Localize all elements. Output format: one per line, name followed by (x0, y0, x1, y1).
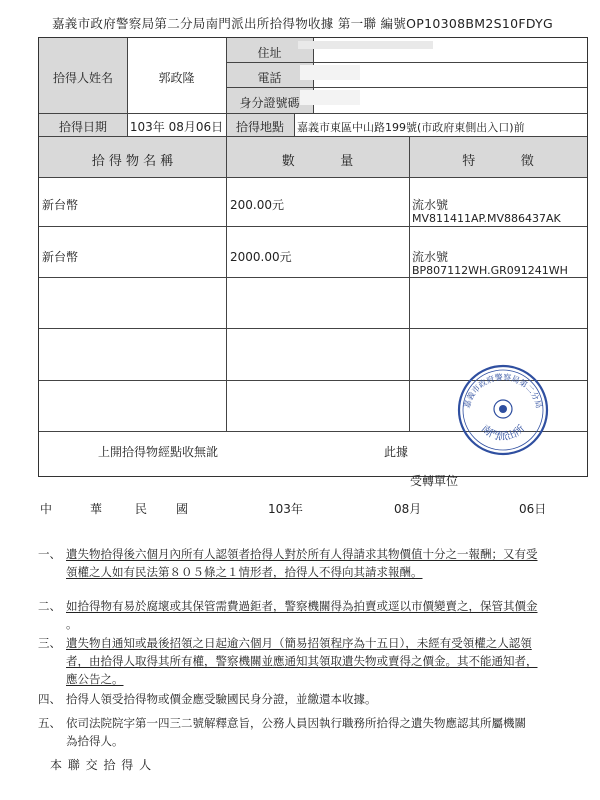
rule (39, 277, 587, 278)
rule (39, 328, 587, 329)
seal-text: 嘉義市政府警察局第二分局 (462, 372, 544, 410)
row-feature-serials: MV811411AP.MV886437AK (412, 212, 561, 225)
row-quantity: 2000.00元 (230, 250, 292, 264)
date-month: 08月 (394, 502, 422, 516)
rule (39, 177, 587, 178)
document-title: 嘉義市政府警察局第二分局南門派出所拾得物收據 第一聯 編號OP10308BM2S10FDYG (52, 16, 553, 31)
date-zhong: 中 (40, 502, 53, 516)
receipt-text: 此據 (384, 445, 409, 459)
note-number: 二、 (38, 599, 61, 613)
note-line: 者，由拾得人取得其所有權，警察機關並應通知其領取遺失物或賣得之價金。其不能通知者， (66, 654, 538, 668)
pickup-date-value: 103年 08月06日 (129, 120, 224, 134)
rule (39, 136, 587, 137)
note-3 (38, 634, 583, 690)
note-line: 應公告之。 (66, 672, 124, 686)
receipt-statement: 上開拾得物經點收無訛 (98, 445, 219, 459)
date-hua: 華 (90, 502, 103, 516)
note-line: 為拾得人。 (66, 734, 124, 748)
address-label: 住址 (257, 46, 282, 60)
id-number-label: 身分證號碼 (239, 96, 300, 110)
note-number: 五、 (38, 716, 61, 730)
finder-name-label: 拾得人姓名 (52, 71, 113, 85)
pickup-place-label: 拾得地點 (235, 120, 284, 134)
note-number: 四、 (38, 692, 61, 706)
pickup-place-value: 嘉義市東區中山路199號(市政府東側出入口)前 (297, 121, 525, 134)
note-1 (38, 545, 583, 585)
date-day: 06日 (519, 502, 547, 516)
note-number: 一、 (38, 547, 61, 561)
rule (409, 137, 410, 431)
note-line: 領權之人如有民法第８０５條之１情形者，拾得人不得向其請求報酬。 (66, 565, 423, 579)
finder-name-value: 郭政隆 (158, 71, 195, 85)
rule (39, 226, 587, 227)
row-item-name: 新台幣 (42, 250, 79, 264)
date-guo: 國 (176, 502, 189, 516)
phone-label: 電話 (257, 71, 282, 85)
header-feature: 特 徵 (462, 154, 534, 169)
note-line: 。 (66, 617, 78, 631)
svg-text:南門派出所 (479, 422, 527, 443)
pickup-date-label: 拾得日期 (58, 120, 107, 134)
note-5 (38, 714, 583, 750)
official-seal-icon (455, 362, 551, 458)
date-year: 103年 (268, 502, 303, 516)
row-feature-label: 流水號 (412, 198, 449, 212)
rule (226, 87, 587, 88)
note-4 (38, 690, 583, 708)
note-line: 遺失物拾得後六個月內所有人認領者拾得人對於所有人得請求其物價值十分之一報酬；又有受 (66, 547, 538, 561)
redacted-id (300, 90, 360, 105)
seal-bottom-text: 南門派出所 (478, 423, 528, 443)
note-line: 依司法院院字第一四三二號解釋意旨，公務人員因執行職務所拾得之遺失物應認其所屬機關 (66, 716, 526, 730)
header-quantity: 數 量 (281, 154, 354, 169)
redacted-address (298, 41, 433, 49)
note-2 (38, 597, 583, 633)
row-feature-label: 流水號 (412, 250, 449, 264)
row-feature-serials: BP807112WH.GR091241WH (412, 264, 568, 277)
rule (39, 113, 587, 114)
rule (226, 62, 587, 63)
rule (294, 114, 295, 136)
note-line: 拾得人領受拾得物或價金應受驗國民身分證，並繳還本收據。 (66, 692, 377, 706)
note-number: 三、 (38, 636, 61, 650)
note-line: 遺失物自通知或最後招領之日起逾六個月（簡易招領程序為十五日），未經有受領權之人認領 (66, 636, 532, 650)
receiving-unit: 受轉單位 (410, 474, 459, 488)
copy-note: 本 聯 交 拾 得 人 (50, 758, 153, 772)
note-line: 如拾得物有易於腐壞或其保管需費過鉅者，警察機關得為拍賣或逕以市價變賣之，保管其價金 (66, 599, 538, 613)
row-item-name: 新台幣 (42, 198, 79, 212)
date-min: 民 (135, 502, 148, 516)
header-item-name: 拾 得 物 名 稱 (91, 154, 174, 169)
redacted-phone (300, 65, 360, 80)
row-quantity: 200.00元 (230, 198, 284, 212)
